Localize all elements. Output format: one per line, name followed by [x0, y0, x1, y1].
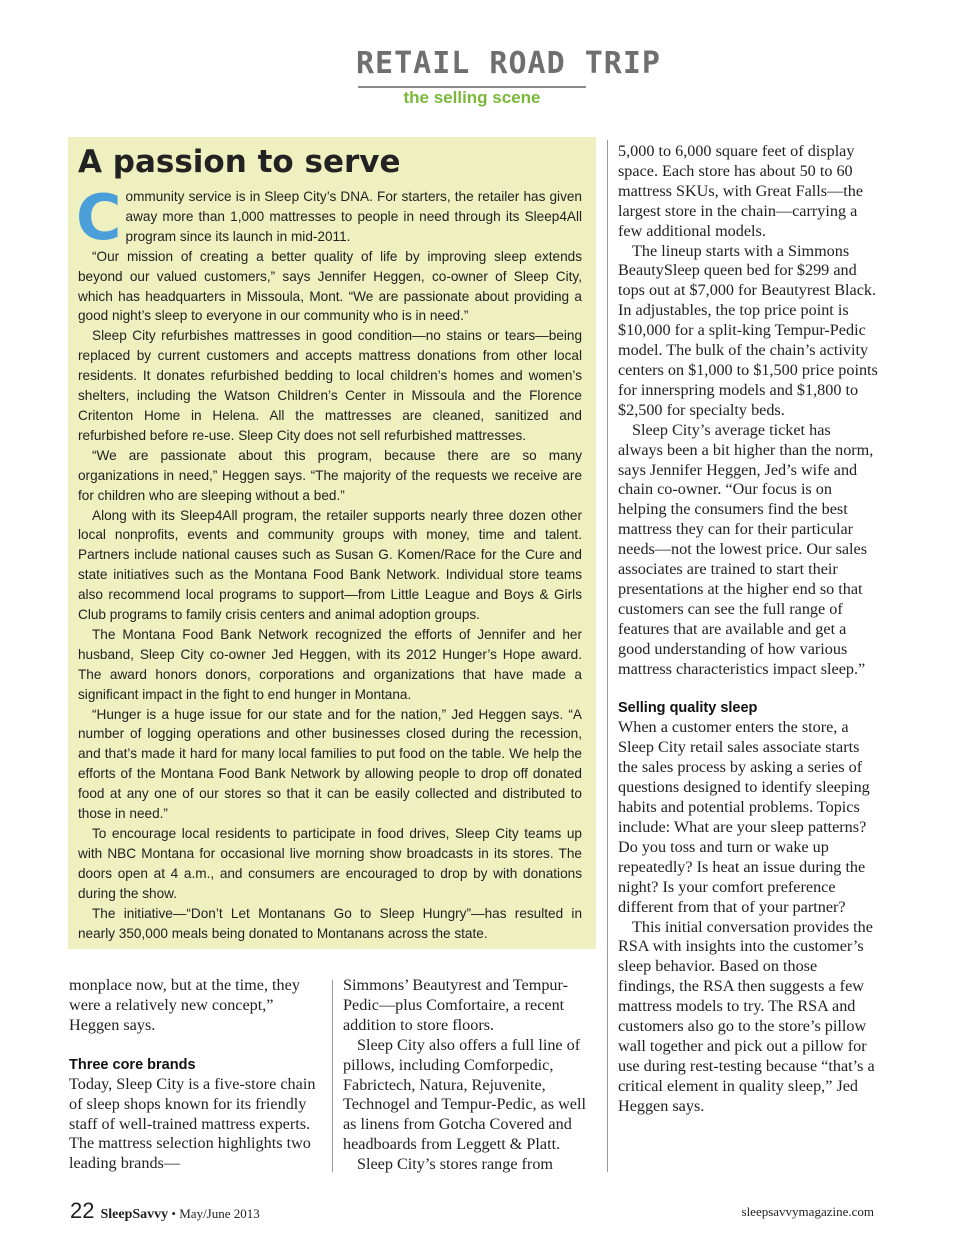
column-1: [69, 976, 323, 1174]
column-2-paragraph: Simmons’ Beautyrest and Tempur-Pedic—plus Comfortaire, a recent addition to store floors.: [343, 976, 568, 1034]
column-3-paragraph: When a customer enters the store, a Sleep City retail sales associate starts the sales process by asking a series of questions designed to identify sleeping habits and potential problems. Topics include: What are your sleep patterns? Do you toss and turn or wake up repeatedly? Is heat an issue during the night? Is your comfort preference different from that of your partner?: [618, 718, 870, 916]
sidebar-paragraph: [76, 181, 582, 254]
column-divider: [332, 980, 333, 1172]
issue-date: May/June 2013: [179, 1206, 260, 1221]
website-url[interactable]: sleepsavvymagazine.com: [741, 1204, 874, 1219]
column-1-paragraph: Today, Sleep City is a five-store chain of sleep shops known for its friendly staff of well-trained mattress experts. The mattress selection highlights two leading brands—: [69, 1074, 316, 1173]
column-1-paragraph: monplace now, but at the time, they were a relatively new concept,” Heggen says.: [69, 976, 300, 1034]
column-2-paragraph: Sleep City also offers a full line of pillows, including Comforpedic, Fabrictech, Natura, Rejuvenite, Technogel and Tempur-Pedic, as well as linens from Gotcha Covered and headboards from Leggett & Platt.: [343, 1035, 586, 1154]
sidebar-paragraph-text: ommunity service is in Sleep City’s DNA. For starters, the retailer has given away more than 1,000 mattresses to people in need through its Sleep4All program since its launch in mid-2011.: [125, 189, 582, 244]
subhead-selling-quality-sleep: Selling quality sleep: [618, 700, 758, 717]
column-divider: [607, 140, 608, 1172]
sidebar-paragraph: Sleep City refurbishes mattresses in good condition—no stains or tears—being replaced by current customers and accepts mattress donations from other local residents. It donates refurbished bedding to local children’s homes and women’s shelters, including the Watson Children’s Center in Missoula and the Florence Critenton Home in Helena. All the mattresses are cleaned, sanitized and refurbished before re-use. Sleep City does not sell refurbished mattresses.: [78, 328, 582, 443]
sidebar-paragraph: To encourage local residents to participate in food drives, Sleep City teams up with NBC Montana for occasional live morning show broadcasts in its stores. The doors open at 4 a.m., and consumers are encouraged to drop by with donations during the show.: [78, 826, 582, 901]
column-2: [343, 976, 597, 1175]
subhead-three-core-brands: Three core brands: [69, 1056, 196, 1073]
column-2-paragraph: Sleep City’s stores range from: [357, 1155, 554, 1174]
magazine-name: SleepSavvy: [100, 1207, 169, 1222]
column-3-paragraph: The lineup starts with a Simmons BeautySleep queen bed for $299 and tops out at $7,000 for Beautyrest Black. In adjustables, the top price point is $10,000 for a split-king Tempur-Pedic model. The bulk of the chain’s activity centers on $1,000 to $1,500 price points for innerspring models and $1,800 to $2,500 for specialty beds.: [618, 241, 878, 419]
folio-separator: •: [168, 1206, 180, 1221]
page-number: 22: [70, 1198, 95, 1223]
column-3-paragraph: 5,000 to 6,000 square feet of display space. Each store has about 50 to 60 mattress SKUs, with Great Falls—the largest store in the chain—carrying a few additional models.: [618, 142, 864, 240]
sidebar-paragraph: “Our mission of creating a better quality of life by improving sleep extends beyond our valued customers,” says Jennifer Heggen, co-owner of Sleep City, which has headquarters in Missoula, Mont. “We are passionate about providing a good night’s sleep to everyone in our community who is in need.”: [78, 248, 582, 324]
sidebar-paragraph: Along with its Sleep4All program, the retailer supports nearly three dozen other local nonprofits, events and community groups with money, time and talent. Partners include national causes such as Susan G. Komen/Race for the Cure and state initiatives such as the Montana Food Bank Network. Individual store teams also recommend local programs to support—from Little League and Boys & Girls Club programs to family crisis centers and animal adoption groups.: [78, 507, 582, 623]
sidebar-paragraph: The initiative—“Don’t Let Montanans Go to Sleep Hungry”—has resulted in nearly 350,000 meals being donated to Montanans across the state.: [78, 905, 582, 941]
column-3-paragraph: Sleep City’s average ticket has always been a bit higher than the norm, says Jennifer Heggen, Jed’s wife and chain co-owner. “Our focus is on helping the consumers find the best mattress they can for their particular needs—not the lowest price. Our sales associates are trained to start their presentations at the higher end so that customers can see the full range of features that are available and get a good understanding of how various mattress characteristics impact sleep.”: [618, 420, 874, 678]
column-3: [618, 142, 878, 1117]
sidebar-paragraph: “Hunger is a huge issue for our state and for the nation,” Jed Heggen says. “A number of logging operations and other businesses closed during the recession, and that’s made it hard for many local families to put food on the table. We help the efforts of the Montana Food Bank Network by allowing people to drop off donated food at any one of our stores so that it can be easily collected and distributed to those in need.”: [78, 706, 582, 822]
column-3-paragraph: This initial conversation provides the RSA with insights into the customer’s sleep behavior. Based on those findings, the RSA then suggests a few mattress models to try. The RSA and customers also go to the store’s pillow wall together and pick out a pillow for use during rest-testing because “that’s a critical element in quality sleep,” Jed Heggen says.: [618, 917, 875, 1115]
sidebar-paragraph: The Montana Food Bank Network recognized the efforts of Jennifer and her husband, Sleep City co-owner Jed Heggen, with its 2012 Hunger’s Hope award. The award honors donors, corporations and organizations that have made a significant impact in the fight to end hunger in Montana.: [78, 626, 582, 702]
sidebar-body: [76, 181, 582, 943]
footer-folio: [70, 1196, 260, 1226]
section-title: RETAIL ROAD TRIP: [356, 46, 661, 81]
drop-cap: C: [76, 181, 122, 254]
sidebar-paragraph: “We are passionate about this program, because there are so many organizations in need,” Heggen says. “The majority of the requests we receive are for children who are sleeping without a bed.”: [78, 447, 582, 503]
section-subtitle: the selling scene: [403, 88, 541, 107]
sidebar-title: A passion to serve: [78, 144, 401, 180]
